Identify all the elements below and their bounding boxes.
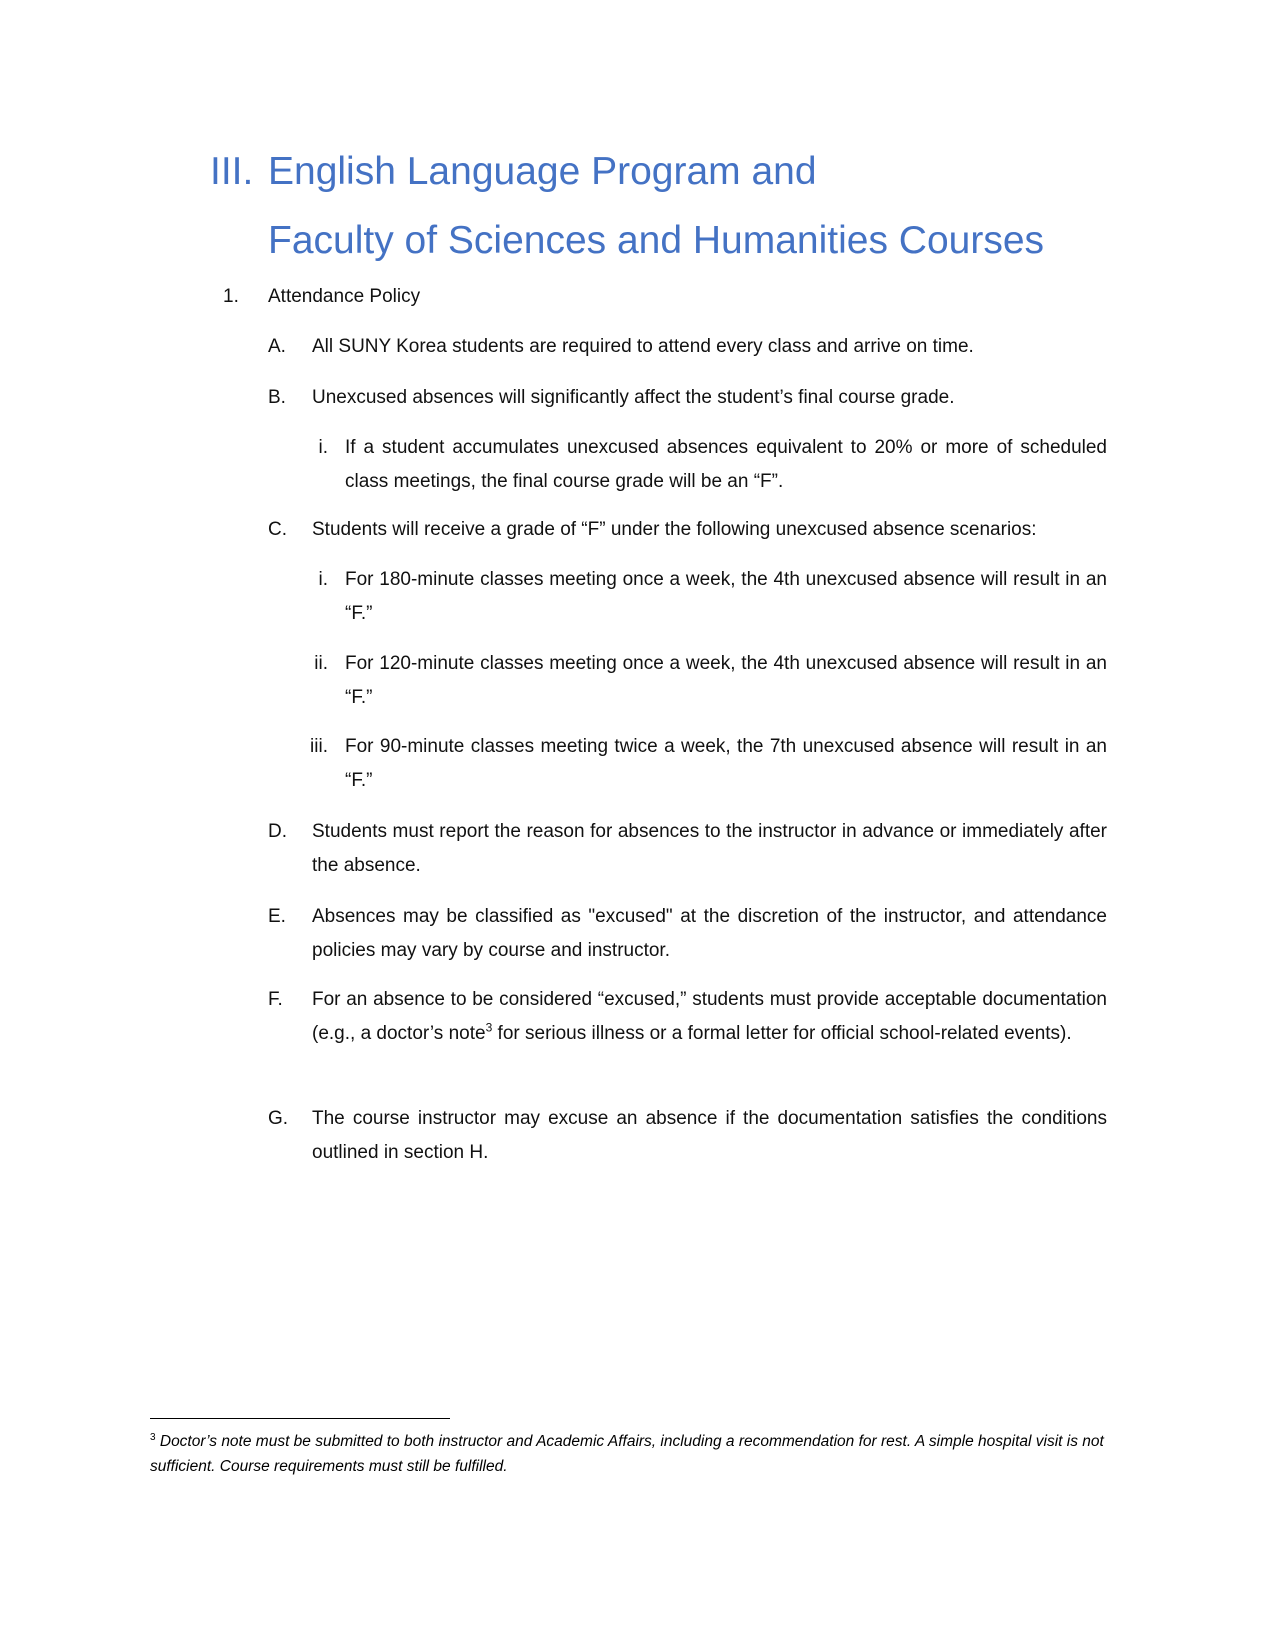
list-item-text: Unexcused absences will significantly affect the student’s final course grade. [312, 387, 955, 408]
footnote-text: Doctor’s note must be submitted to both instructor and Academic Affairs, including a recommendation for rest. A simple hospital visit is not sufficient. Course requirements must still be fulfilled. [150, 1433, 1104, 1475]
list-marker: i. [318, 437, 328, 458]
footnote-separator [150, 1418, 450, 1419]
list-marker: E. [268, 906, 286, 927]
heading-line-1: English Language Program and [268, 150, 817, 193]
text-segment: for serious illness or a formal letter for official school-related events). [492, 1023, 1072, 1044]
list-item-text: The course instructor may excuse an absence if the documentation satisfies the conditions outlined in section H. [312, 1108, 1107, 1163]
heading-number: III. [210, 150, 254, 193]
list-item-text: For 90-minute classes meeting twice a week, the 7th unexcused absence will result in an “F.” [345, 736, 1107, 791]
list-item-text: If a student accumulates unexcused absences equivalent to 20% or more of scheduled class meetings, the final course grade will be an “F”. [345, 437, 1107, 492]
list-item-text: All SUNY Korea students are required to attend every class and arrive on time. [312, 336, 974, 357]
list-marker: A. [268, 336, 286, 357]
section-number: 1. [223, 286, 239, 307]
text-segment: For an absence to be considered “excused,” students must provide acceptable documentation (e.g., a doctor’s note [312, 989, 1107, 1044]
list-item-text: Absences may be classified as "excused" at the discretion of the instructor, and attendance policies may vary by course and instructor. [312, 906, 1107, 961]
footnote-reference[interactable]: 3 [485, 1020, 493, 1035]
list-item-text: For 120-minute classes meeting once a week, the 4th unexcused absence will result in an “F.” [345, 653, 1107, 708]
list-item-text [312, 983, 1107, 1051]
list-marker: G. [268, 1108, 289, 1129]
list-marker: B. [268, 387, 286, 408]
list-marker: i. [318, 569, 328, 590]
list-marker: D. [268, 821, 287, 842]
list-item-text: Students will receive a grade of “F” under the following unexcused absence scenarios: [312, 519, 1037, 540]
page-heading [210, 150, 817, 194]
heading-line-2: Faculty of Sciences and Humanities Courses [268, 219, 1045, 262]
list-marker: ii. [314, 653, 328, 674]
list-item-text: Students must report the reason for absences to the instructor in advance or immediately after the absence. [312, 821, 1107, 876]
section-title: Attendance Policy [268, 286, 421, 307]
list-marker: iii. [310, 736, 328, 757]
list-marker: F. [268, 989, 283, 1010]
list-item-text: For 180-minute classes meeting once a week, the 4th unexcused absence will result in an “F.” [345, 569, 1107, 624]
footnote-number: 3 [150, 1431, 156, 1443]
footnote [150, 1429, 1118, 1479]
list-marker: C. [268, 519, 287, 540]
